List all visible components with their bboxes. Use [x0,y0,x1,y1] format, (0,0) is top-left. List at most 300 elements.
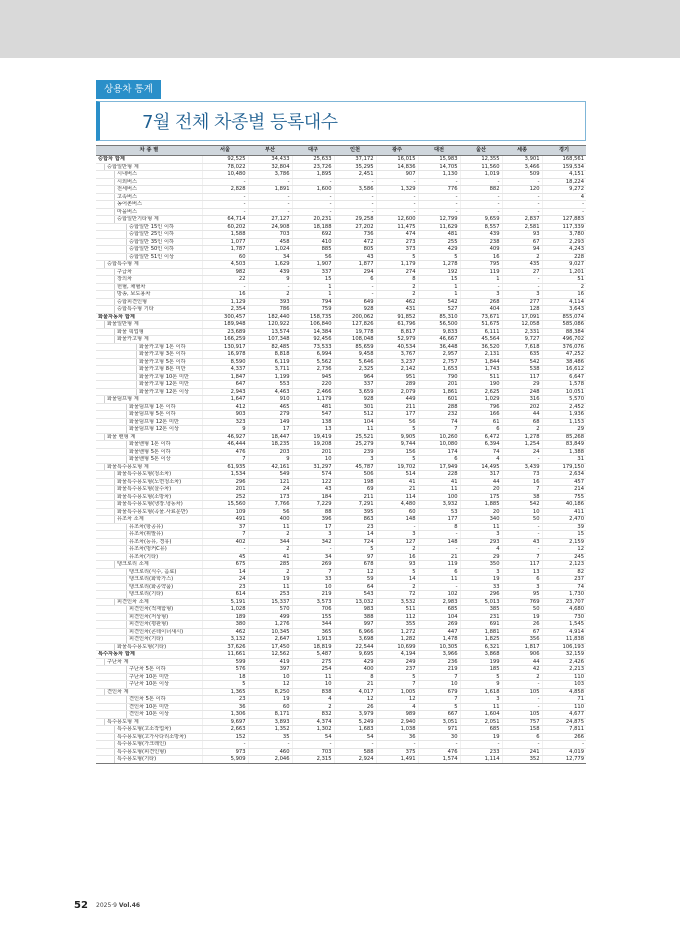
table-cell: 2,293 [542,238,586,246]
table-cell: 882 [460,186,502,194]
table-row [96,718,586,726]
row-label-cell [96,261,202,269]
column-header-region: 대구 [292,146,334,156]
table-cell: 465 [248,403,292,411]
table-cell: 1,647 [202,396,248,404]
table-cell: 538 [502,366,542,374]
table-cell: 36 [202,703,248,711]
row-label: 특수용도형(가크레인) [114,741,202,748]
table-cell: 794 [292,298,334,306]
table-cell: 19,208 [292,441,334,449]
table-cell: 757 [502,718,542,726]
table-cell: 45,787 [334,463,376,471]
table-cell: 402 [202,538,248,546]
table-cell: - [542,201,586,209]
table-cell: 12,600 [376,216,418,224]
table-cell: 9,727 [502,336,542,344]
table-cell: 106,840 [292,321,334,329]
table-cell: 128 [502,306,542,314]
table-cell: 11 [460,523,502,531]
row-label: 고속버스 [114,194,202,201]
table-cell: 104 [334,418,376,426]
registration-table [96,145,586,764]
table-row [96,748,586,756]
table-cell: 6 [502,576,542,584]
table-cell: 419 [248,658,292,666]
table-cell: 5,562 [292,358,334,366]
table-cell: 18 [202,673,248,681]
table-cell: 982 [202,268,248,276]
table-cell: 6 [502,733,542,741]
row-label: 화물카고형 12톤 이상 [136,389,202,396]
table-cell: 706 [292,606,334,614]
table-cell: 6 [334,276,376,284]
table-cell: 9,744 [376,441,418,449]
row-label: 화물특수용도형(냉장.냉동차) [114,501,202,508]
table-cell: 40,186 [542,501,586,509]
table-cell: 1,913 [292,636,334,644]
table-cell: 2,452 [542,403,586,411]
table-cell: 4,463 [248,388,292,396]
table-cell: 166,259 [202,336,248,344]
row-label: 구난차 5톤 이하 [126,666,202,673]
table-cell: 12 [248,681,292,689]
table-cell: 14,495 [460,463,502,471]
table-cell: 5,570 [542,396,586,404]
table-cell: 11 [292,673,334,681]
table-cell: 1,881 [460,628,502,636]
table-cell: 19 [502,613,542,621]
table-cell: 104 [418,613,460,621]
table-cell: 249 [376,658,418,666]
table-cell: 67 [502,238,542,246]
table-cell: 31 [542,456,586,464]
table-cell: 6 [418,456,460,464]
table-cell: - [502,208,542,216]
table-cell: 385 [460,606,502,614]
table-cell: 1,352 [248,726,292,734]
table-cell: 23 [334,523,376,531]
table-cell: 17,091 [502,313,542,321]
table-row [96,553,586,561]
table-cell: 576 [202,666,248,674]
row-label-cell [96,523,202,531]
table-cell: 4,019 [542,748,586,756]
row-label-cell [96,673,202,681]
table-cell: 8,557 [460,223,502,231]
table-cell: 4,503 [202,261,248,269]
table-cell: 776 [418,186,460,194]
row-label-cell [96,456,202,464]
table-cell: 506 [334,471,376,479]
table-cell: 47,252 [542,351,586,359]
table-cell: 1,278 [418,261,460,269]
table-cell: 32,159 [542,651,586,659]
table-cell: 92,456 [292,336,334,344]
table-cell: 397 [248,666,292,674]
table-cell: 388 [334,613,376,621]
table-cell: 667 [418,711,460,719]
table-cell: 1,588 [202,231,248,239]
table-cell: 266 [542,733,586,741]
table-cell: 95 [502,591,542,599]
table-cell: 1,861 [418,388,460,396]
table-cell: 400 [248,516,292,524]
table-cell: 203 [248,448,292,456]
table-cell: 755 [542,493,586,501]
table-cell: 6,966 [334,628,376,636]
table-row [96,538,586,546]
table-cell: 2,213 [542,666,586,674]
table-cell: 5,249 [334,718,376,726]
row-label: 유조차(등유, 경유) [126,539,202,546]
table-cell: 15 [418,276,460,284]
table-cell: 5 [376,456,418,464]
table-cell: 13 [292,426,334,434]
row-label: 화물일반형 계 [104,321,202,328]
table-cell: 1,787 [202,246,248,254]
table-cell: 543 [334,591,376,599]
table-cell: 4 [376,703,418,711]
table-body [96,156,586,764]
row-label: 피견인차(기타) [126,636,202,643]
table-cell: 9 [248,456,292,464]
header-band [0,0,680,58]
table-cell: 649 [334,298,376,306]
table-cell: 2,837 [502,216,542,224]
table-cell: 4,017 [334,688,376,696]
table-row [96,433,586,441]
table-cell: - [502,703,542,711]
table-cell: 39 [542,523,586,531]
table-cell: 9,833 [418,328,460,336]
table-cell: 182,440 [248,313,292,321]
column-header-category: 차 종 별 [96,146,202,156]
table-cell: 19,702 [376,463,418,471]
row-label: 승합일반 25인 이하 [126,231,202,238]
table-cell: 88,384 [542,328,586,336]
row-label-cell [96,381,202,389]
row-label: 견인차 계 [104,689,202,696]
table-cell: 10 [248,673,292,681]
table-cell: 10 [502,508,542,516]
row-label-cell [96,568,202,576]
table-cell: 570 [248,606,292,614]
table-cell: 23 [202,696,248,704]
table-cell: 724 [334,538,376,546]
table-cell: 3,698 [334,636,376,644]
table-row [96,253,586,261]
row-label: 승합일반 50인 이하 [126,246,202,253]
table-cell: - [334,208,376,216]
row-label: 피견인차(콘테이너섀시) [126,629,202,636]
row-label: 화물 밴형 계 [104,434,202,441]
table-cell: - [502,276,542,284]
row-label: 마을버스 [114,209,202,216]
table-cell: 46,927 [202,433,248,441]
table-cell: 435 [502,261,542,269]
table-cell: 2,983 [418,598,460,606]
row-label-cell [96,283,202,291]
table-cell: 951 [376,373,418,381]
table-cell: 549 [248,471,292,479]
page-title: 7월 전체 차종별 등록대수 [142,112,338,133]
table-cell: 4,480 [376,501,418,509]
table-cell: 3,901 [502,156,542,164]
table-cell: 5 [202,681,248,689]
table-cell: 15,337 [248,598,292,606]
table-cell: 8,250 [248,688,292,696]
table-cell: 2,924 [334,756,376,764]
row-label-cell [96,343,202,351]
table-cell: 214 [542,486,586,494]
table-cell: - [202,741,248,749]
table-cell: 2,331 [502,328,542,336]
table-cell: 2,647 [248,636,292,644]
table-cell: 18,235 [248,441,292,449]
table-cell: 1,153 [542,418,586,426]
row-label: 유조차(벙커C유) [126,546,202,553]
table-cell: 117,339 [542,223,586,231]
table-cell: 2,634 [542,471,586,479]
table-row [96,658,586,666]
table-cell: 439 [248,268,292,276]
table-cell: 211 [376,403,418,411]
table-cell: 179,150 [542,463,586,471]
table-cell: 10 [292,583,334,591]
table-header-row [96,146,586,156]
table-cell: 3,466 [502,163,542,171]
table-cell: 19 [248,576,292,584]
table-cell: 410 [292,238,334,246]
table-row [96,741,586,749]
row-label-cell [96,396,202,404]
row-label: 화물특수용도형(살수차) [114,486,202,493]
table-cell: 19 [460,576,502,584]
row-label: 특수용도형(고가사다리소방차) [114,734,202,741]
table-cell: 38,486 [542,358,586,366]
table-cell: - [376,178,418,186]
table-cell: 36,448 [418,343,460,351]
table-cell: 1,683 [334,726,376,734]
row-label: 견인차 10톤 이상 [126,711,202,718]
table-cell: 1,306 [202,711,248,719]
table-cell: 4,337 [202,366,248,374]
table-cell: 4,858 [542,688,586,696]
table-cell: 11 [248,523,292,531]
table-cell: 16,612 [542,366,586,374]
table-cell: 2,625 [460,388,502,396]
table-cell: 10,480 [202,171,248,179]
table-row [96,636,586,644]
table-cell: 14 [334,531,376,539]
table-cell: 4,151 [542,171,586,179]
row-label-cell [96,351,202,359]
table-cell: 24 [502,448,542,456]
row-label: 승합일반형 계 [104,164,202,171]
row-label-cell [96,223,202,231]
table-row [96,261,586,269]
row-label: 견인차 10톤 미만 [126,704,202,711]
table-cell: - [292,201,334,209]
table-cell: 12,562 [248,651,292,659]
table-cell: 3,132 [202,636,248,644]
table-cell: 10,699 [376,643,418,651]
table-cell: 273 [376,238,418,246]
table-row [96,531,586,539]
row-label: 화물특수용도형 계 [104,464,202,471]
table-row [96,681,586,689]
table-cell: 9,659 [460,216,502,224]
table-cell: 11 [418,486,460,494]
table-cell: 685 [418,606,460,614]
table-cell: 2,315 [292,756,334,764]
table-cell: 56,500 [418,321,460,329]
table-cell: - [202,201,248,209]
table-row [96,516,586,524]
table-cell: - [202,193,248,201]
table-cell: 109 [202,508,248,516]
table-cell: 340 [460,516,502,524]
table-row [96,508,586,516]
table-cell: 127,826 [334,321,376,329]
table-row [96,448,586,456]
row-label-cell [96,531,202,539]
row-label: 화물특수용도형(기타) [114,644,202,651]
table-cell: 2 [502,673,542,681]
table-cell: 3,893 [248,718,292,726]
table-cell: 239 [334,448,376,456]
row-label: 승합일반 51인 이상 [126,254,202,261]
table-cell: 1,029 [460,396,502,404]
table-cell: 439 [460,231,502,239]
table-cell: 15,983 [418,156,460,164]
row-label: 피견인차(적재함형) [126,606,202,613]
table-cell: 3 [460,291,502,299]
table-cell: - [502,523,542,531]
table-cell: 585,086 [542,321,586,329]
table-cell: 1,825 [460,636,502,644]
table-cell: 462 [202,628,248,636]
row-label: 화물카고형 1톤 이하 [136,344,202,351]
table-cell: 12 [334,696,376,704]
table-row [96,756,586,764]
row-label-cell [96,163,202,171]
table-cell: - [202,208,248,216]
table-cell: 337 [292,268,334,276]
table-cell: - [460,201,502,209]
table-cell: 120,922 [248,321,292,329]
table-cell: 1,019 [460,171,502,179]
table-cell: 5 [376,426,418,434]
table-cell: 1,844 [460,358,502,366]
table-cell: 19,419 [292,433,334,441]
table-cell: 6,321 [460,643,502,651]
table-cell: 148 [376,516,418,524]
table-cell: - [292,546,334,554]
table-cell: 72 [376,591,418,599]
table-cell: 2,159 [542,538,586,546]
table-row [96,456,586,464]
table-cell: 1 [292,291,334,299]
row-label-cell [96,388,202,396]
table-cell: 296 [202,478,248,486]
row-label-cell [96,486,202,494]
table-cell: 11,629 [418,223,460,231]
table-cell: 294 [334,268,376,276]
row-label: 구난차 10톤 이상 [126,681,202,688]
row-label-cell [96,508,202,516]
row-label: 승합피견인형 [114,299,202,306]
table-cell: 21 [376,486,418,494]
table-cell: 2 [502,253,542,261]
table-cell: 2,051 [460,718,502,726]
table-row [96,726,586,734]
table-cell: 11 [334,426,376,434]
table-cell: 34 [292,553,334,561]
table-cell: 3,868 [460,651,502,659]
table-cell: 635 [502,351,542,359]
table-cell: 228 [542,253,586,261]
table-cell: 409 [460,246,502,254]
table-row [96,621,586,629]
table-cell: 231 [460,613,502,621]
table-cell: 790 [418,373,460,381]
table-cell: 102 [418,591,460,599]
row-label: 방송, 보도용차 [114,291,202,298]
table-cell: - [248,193,292,201]
table-cell: 50 [502,516,542,524]
table-cell: 71 [542,696,586,704]
table-cell: 60 [202,253,248,261]
row-label-cell [96,208,202,216]
table-cell: 16 [202,291,248,299]
table-cell: 885 [292,246,334,254]
table-cell: 17,450 [248,643,292,651]
table-cell: 431 [376,306,418,314]
table-cell: 4,680 [542,606,586,614]
table-cell: 269 [418,621,460,629]
table-cell: 173 [248,493,292,501]
table-cell: 238 [460,238,502,246]
column-header-region: 세종 [502,146,542,156]
table-cell: 5 [376,568,418,576]
table-cell: - [502,531,542,539]
table-cell: 1,199 [248,373,292,381]
table-cell: 5,646 [334,358,376,366]
table-cell: 175 [460,493,502,501]
table-row [96,306,586,314]
table-cell: 73 [502,471,542,479]
table-cell: 41 [248,553,292,561]
table-cell: - [418,531,460,539]
row-label: 화물카고형 계 [114,336,202,343]
table-cell: 2,466 [292,388,334,396]
table-cell: 491 [202,516,248,524]
table-cell: 36 [376,733,418,741]
table-cell: - [418,583,460,591]
table-row [96,403,586,411]
table-cell: - [202,178,248,186]
column-header-region: 경기 [542,146,586,156]
table-cell: 37 [202,523,248,531]
row-label-cell [96,696,202,704]
table-cell: 69 [334,486,376,494]
row-label: 특수용도형(기타) [114,756,202,763]
table-row [96,493,586,501]
table-row [96,606,586,614]
table-cell: 983 [334,606,376,614]
